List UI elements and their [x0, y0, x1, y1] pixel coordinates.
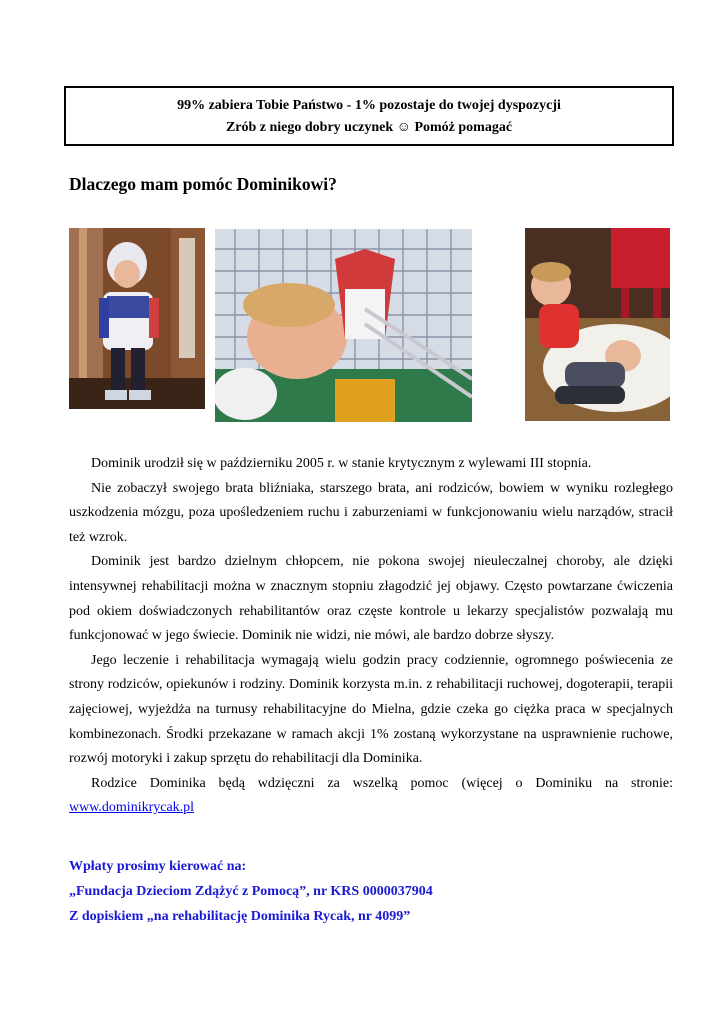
banner-line-1: 99% zabiera Tobie Państwo - 1% pozostaje do twojej dyspozycji — [177, 98, 561, 113]
payment-line-2: „Fundacja Dzieciom Zdążyć z Pomocą”, nr KRS 0000037904 — [69, 884, 433, 899]
paragraph: Jego leczenie i rehabilitacja wymagają wielu godzin pracy codziennie, ogromnego poświecenia ze strony rodziców, opiekunów i rodziny. Dominik korzysta m.in. z rehabilitacji ruchowej, dogoterapii, terapii zajęciowej, wyjeżdża na turnusy rehabilitacyjne do Mielna, gdzie czeka go ciężka praca w specjalnych kombinezonach. Środki przekazane w ramach akcji 1% zostaną wykorzystane na usprawnienie ruchowe, rozwój motoryki i zakup sprzętu do rehabilitacji dla Dominika. — [69, 652, 673, 767]
paragraph: Dominik jest bardzo dzielnym chłopcem, nie pokona swojej nieuleczalnej choroby, ale dzięki intensywnej rehabilitacji można w znacznym stopniu złagodzić jej objawy. Często powtarzane ćwiczenia pod okiem doświadczonych rehabilitantów oraz częste kontrole u lekarzy specjalistów pozwalają mu funkcjonować w jego świecie. Dominik nie widzi, nie mówi, ale bardzo dobrze słyszy. — [69, 554, 673, 644]
photo-two-boys-on-rug — [525, 228, 670, 421]
payment-line-1: Wpłaty prosimy kierować na: — [69, 859, 247, 874]
payment-info — [69, 854, 673, 929]
paragraph: Dominik urodził się w październiku 2005 r. w stanie krytycznym z wylewami III stopnia. — [91, 456, 592, 471]
header-banner — [64, 86, 674, 146]
photo-boy-standing — [69, 228, 205, 409]
banner-line-2: Zrób z niego dobry uczynek ☺ Pomóż pomagać — [225, 120, 513, 135]
photo-boy-in-harness — [215, 229, 472, 422]
payment-line-3: Z dopiskiem „na rehabilitację Dominika Rycak, nr 4099” — [69, 909, 411, 924]
paragraph-text: Rodzice Dominika będą wdzięczni za wszelką pomoc (więcej o Dominiku na stronie: — [91, 775, 673, 791]
page-heading: Dlaczego mam pomóc Dominikowi? — [69, 174, 337, 194]
body-text — [69, 452, 673, 821]
paragraph: Nie zobaczył swojego brata bliźniaka, starszego brata, ani rodziców, bowiem w wyniku rozległego uszkodzenia mózgu, poza upośledzeniem ruchu i zaburzeniami w funkcjonowaniu wielu narządów, stracił też wzrok. — [69, 480, 673, 545]
website-link[interactable]: www.dominikrycak.pl — [69, 800, 195, 816]
paragraph-with-link — [69, 772, 673, 821]
